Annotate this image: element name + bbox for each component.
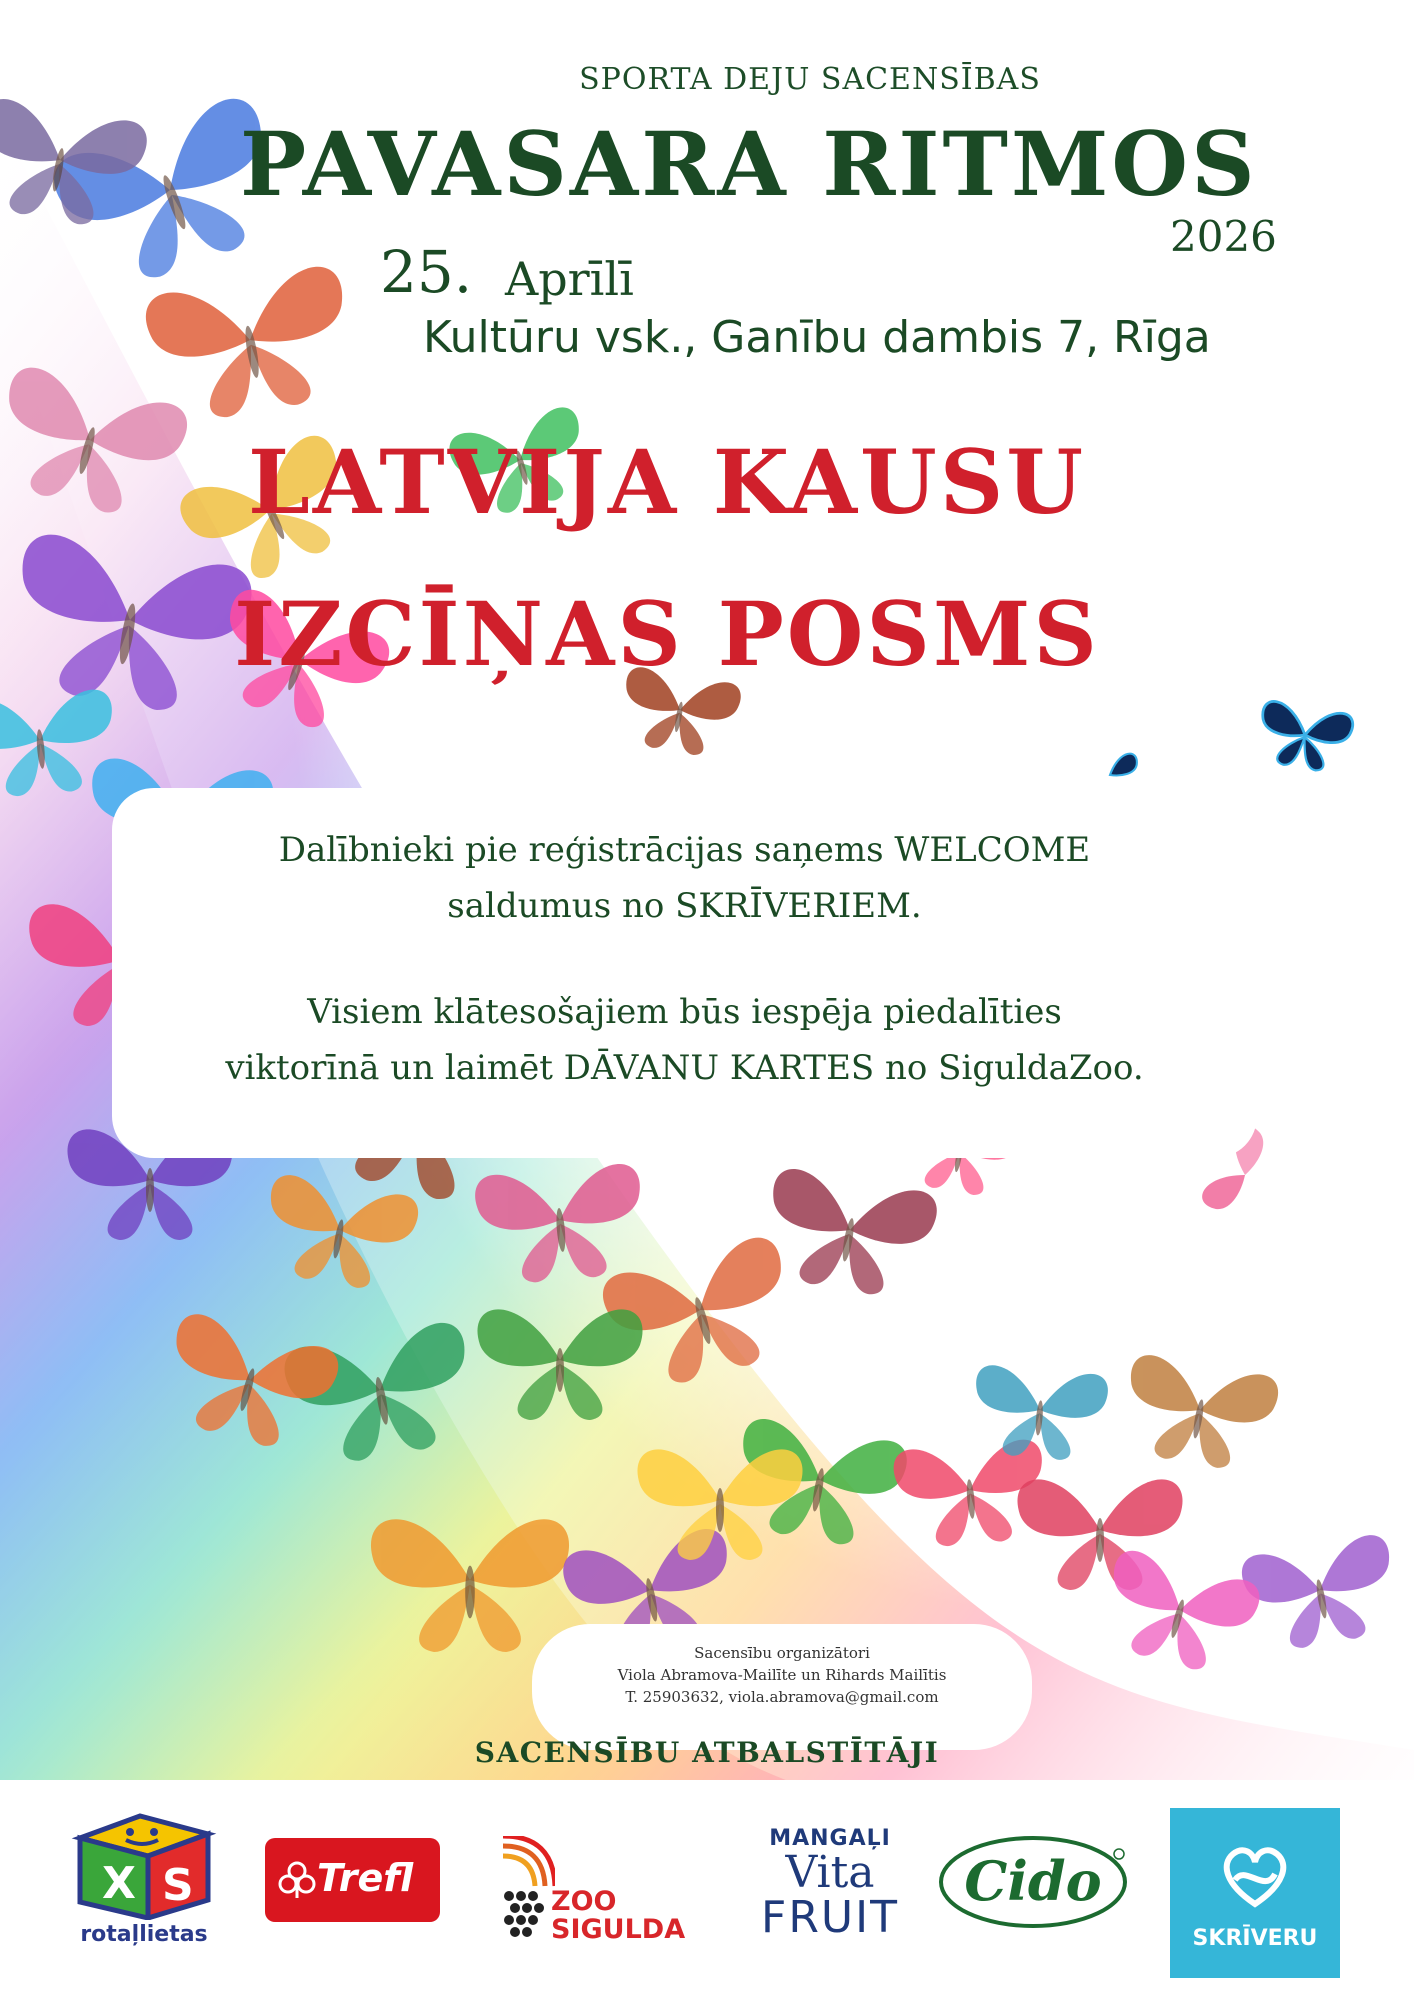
vita-fruit-logo	[740, 1826, 920, 1956]
event-year: 2026	[1170, 212, 1277, 261]
svg-text:Cido: Cido	[964, 1849, 1102, 1913]
zoo-sigulda-text: ZOO SIGULDA	[551, 1886, 686, 1945]
skriveru-logo	[1170, 1808, 1340, 1978]
zoo-sigulda-logo	[495, 1836, 705, 1946]
sponsors-heading: SACENSĪBU ATBALSTĪTĀJI	[474, 1736, 940, 1769]
info-card	[112, 788, 1257, 1158]
zoo-mark-icon	[495, 1836, 555, 1946]
trefl-logo-text: Trefl	[317, 1856, 414, 1900]
xs-logo-subtitle: rotaļlietas	[80, 1922, 208, 1947]
organizers-contact: T. 25903632, viola.abramova@gmail.com	[625, 1688, 939, 1706]
event-month: Aprīlī	[505, 252, 634, 306]
skriveru-heart-icon	[1215, 1834, 1295, 1914]
svg-text:S: S	[162, 1860, 194, 1911]
headline-line-2: IZCĪŅAS POSMS	[234, 582, 1100, 686]
trefl-logo	[265, 1838, 440, 1922]
organizers-heading: Sacensību organizātori	[694, 1644, 870, 1662]
info-welcome-line-2: saldumus no SKRĪVERIEM.	[447, 886, 922, 926]
xs-cube-icon	[70, 1808, 218, 1920]
organizers-box	[532, 1624, 1032, 1750]
event-subtitle: SPORTA DEJU SACENSĪBAS	[579, 62, 1041, 97]
organizers-names: Viola Abramova-Mailīte un Rihards Mailītis	[617, 1666, 947, 1684]
cido-logo	[935, 1834, 1135, 1934]
event-title: PAVASARA RITMOS	[240, 112, 1258, 216]
event-venue: Kultūru vsk., Ganību dambis 7, Rīga	[423, 312, 1211, 363]
event-day: 25.	[380, 238, 473, 306]
info-quiz-line-2: viktorīnā un laimēt DĀVANU KARTES no SiguldaZoo.	[225, 1048, 1144, 1088]
skriveru-text: SKRĪVERU	[1192, 1926, 1318, 1951]
svg-text:X: X	[102, 1858, 136, 1909]
vita-brand-line: MANGAĻI	[769, 1826, 891, 1851]
cido-oval-icon	[935, 1834, 1135, 1934]
info-quiz-line-1: Visiem klātesošajiem būs iespēja piedalīties	[307, 992, 1062, 1032]
vita-fruit-word: FRUIT	[761, 1892, 899, 1943]
headline-line-1: LATVIJA KAUSU	[247, 430, 1087, 534]
info-welcome-line-1: Dalībnieki pie reģistrācijas saņems WELCOME	[278, 830, 1091, 870]
clover-icon	[277, 1860, 317, 1900]
vita-name: Vita	[785, 1847, 875, 1898]
xs-rotallietas-logo	[70, 1808, 218, 1948]
